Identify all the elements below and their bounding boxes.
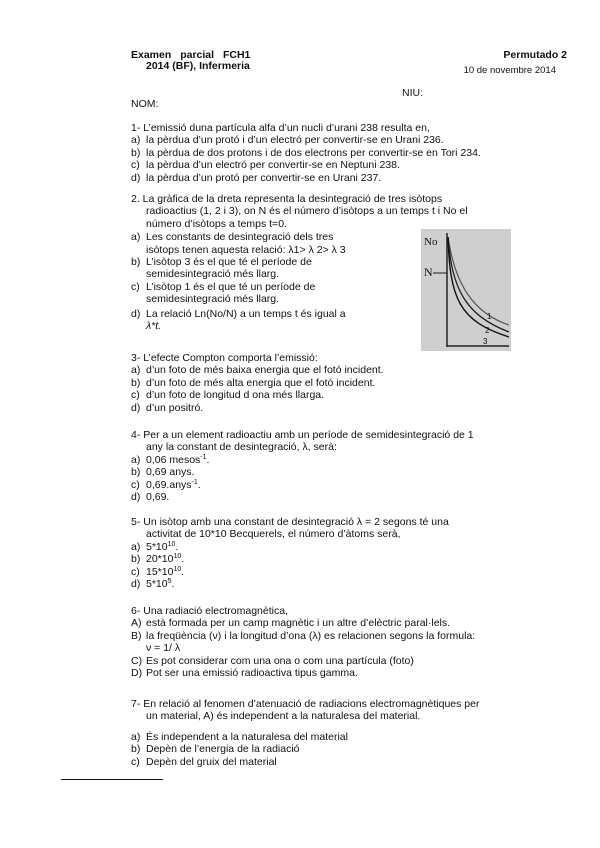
graph-label-n: N <box>424 265 433 279</box>
question-4-option-b <box>131 466 511 478</box>
option-letter: d) <box>131 307 141 320</box>
option-text: d’un foto de més alta energia que el fotó incident. <box>146 376 376 389</box>
option-text: 5*10 <box>146 578 168 591</box>
option-letter: a) <box>131 364 141 377</box>
question-6-option-a <box>131 617 511 629</box>
option-text-line-2: isòtops tenen aquesta relació: λ1> λ 2> λ 3 <box>146 243 346 256</box>
option-text: Depèn del gruix del material <box>146 755 277 768</box>
question-5-stem-line-2: activitat de 10*10 Becquerels, el número d’àtoms serà, <box>146 528 401 541</box>
option-sup: 5 <box>167 578 172 586</box>
question-6-option-b <box>131 630 511 642</box>
option-text: la freqüència (ν) i la longitud d’ona (λ) es relacionen segons la formula: <box>146 629 476 642</box>
option-sup: -1 <box>200 453 207 461</box>
exam-version: Permutado 2 <box>503 49 567 61</box>
graph-curve-label-1: 1 <box>487 312 492 321</box>
question-3 <box>131 352 511 414</box>
question-7-option-c <box>131 756 511 768</box>
option-tail: . <box>206 453 210 466</box>
option-letter: b) <box>131 466 141 479</box>
question-5-option-b <box>131 553 511 565</box>
question-1-stem: 1- L’emissió duna partícula alfa d’un nucli d’urani 238 resulta en, <box>131 122 430 134</box>
option-text: està formada per un camp magnètic i un altre d’elèctric paral·lels. <box>146 617 451 630</box>
option-letter: d) <box>131 401 141 414</box>
option-letter <box>131 642 146 654</box>
option-sup: 10 <box>173 553 182 561</box>
option-letter: c) <box>131 565 140 578</box>
question-4-option-c <box>131 479 511 491</box>
question-1-option-d <box>131 172 511 184</box>
question-5-stem-line-1: 5- Un isòtop amb una constant de desintegració λ = 2 segons té una <box>131 516 449 528</box>
question-2-option-d <box>131 308 401 333</box>
option-text: d’un positró. <box>146 401 204 414</box>
question-7 <box>131 698 511 768</box>
option-text: 5*10 <box>146 540 168 553</box>
option-letter: C) <box>131 654 143 667</box>
question-7-stem-line-2: un material, A) és independent a la naturalesa del material. <box>146 710 421 723</box>
question-5 <box>131 516 511 590</box>
option-text-line-1: Les constants de desintegració dels tres <box>146 231 334 244</box>
question-4-option-a <box>131 454 511 466</box>
option-letter: b) <box>131 376 141 389</box>
question-1-option-b <box>131 147 511 159</box>
question-2-option-a <box>131 231 401 256</box>
option-letter: d) <box>131 491 141 504</box>
option-text: ν = 1/ λ <box>146 642 181 655</box>
question-6-option-d <box>131 667 511 679</box>
option-text: És independent a la naturalesa del material <box>146 730 348 743</box>
decay-graph <box>421 229 511 351</box>
option-letter: c) <box>131 159 140 172</box>
option-text-line-2: λ*t. <box>146 320 162 333</box>
option-text: 15*10 <box>146 565 174 578</box>
graph-curve-label-2: 2 <box>485 326 490 335</box>
question-3-option-c <box>131 389 511 401</box>
option-letter: a) <box>131 231 141 244</box>
question-2-stem-line-1: 2. La gràfica de la dreta representa la desintegració de tres isòtops <box>131 193 443 205</box>
question-4-stem-line-2: any la constant de desintegració, λ, serà: <box>146 441 337 454</box>
option-tail: . <box>175 540 179 553</box>
option-tail: . <box>171 578 175 591</box>
option-text: 0,69 anys. <box>146 466 195 479</box>
footnote-separator <box>61 779 163 780</box>
option-text: 0,69. <box>146 491 170 504</box>
option-letter: c) <box>131 478 140 491</box>
exam-subtitle: 2014 (BF), Infermeria <box>146 60 250 72</box>
option-letter: D) <box>131 667 143 680</box>
option-text: Es pot considerar com una ona o com una partícula (foto) <box>146 654 414 667</box>
question-3-option-d <box>131 402 511 414</box>
option-text: Depèn de l’energia de la radiació <box>146 743 300 756</box>
option-text: la pèrdua d’un electró per convertir-se en Neptuni 238. <box>146 159 400 172</box>
question-2-option-b <box>131 256 401 281</box>
question-6-option-c <box>131 655 511 667</box>
option-text-line-2: semidesintegració més llarg. <box>146 268 280 281</box>
exam-title: Examen parcial FCH1 <box>131 49 251 61</box>
option-letter: d) <box>131 171 141 184</box>
option-text: Pot ser una emissió radioactiva tipus gamma. <box>146 667 358 680</box>
niu-label: NIU: <box>402 87 423 99</box>
option-letter: A) <box>131 617 142 630</box>
option-text: 0,06 mesos <box>146 453 201 466</box>
option-text: 20*10 <box>146 553 174 566</box>
option-tail: . <box>197 478 201 491</box>
graph-label-no: No <box>424 236 438 248</box>
option-letter: c) <box>131 755 140 768</box>
option-letter: b) <box>131 553 141 566</box>
option-text-line-2: semidesintegració més llarg. <box>146 293 280 306</box>
exam-date: 10 de novembre 2014 <box>463 65 556 76</box>
option-letter: b) <box>131 743 141 756</box>
option-letter: c) <box>131 389 140 402</box>
option-text: la pèrdua d’un protó per convertir-se en Urani 237. <box>146 171 382 184</box>
question-4-option-d <box>131 491 511 503</box>
question-7-option-b <box>131 743 511 755</box>
question-1 <box>131 122 511 184</box>
question-1-option-a <box>131 134 511 146</box>
option-letter: b) <box>131 256 141 269</box>
option-text-line-1: L’isòtop 1 és el que té un període de <box>146 280 316 293</box>
question-6 <box>131 605 511 679</box>
option-text: 0,69.anys <box>146 478 192 491</box>
option-letter: a) <box>131 134 141 147</box>
option-letter: d) <box>131 578 141 591</box>
option-letter: a) <box>131 453 141 466</box>
question-7-option-a <box>131 731 511 743</box>
question-6-formula <box>131 642 511 654</box>
question-3-stem: 3- L’efecte Compton comporta l’emissió: <box>131 352 318 364</box>
option-text-line-1: La relació Ln(No/N) a un temps t és igual a <box>146 307 346 320</box>
option-sup: -1 <box>191 478 198 486</box>
option-letter: b) <box>131 146 141 159</box>
option-letter: a) <box>131 540 141 553</box>
question-2-option-c <box>131 281 401 306</box>
option-letter: a) <box>131 730 141 743</box>
graph-curve-label-3: 3 <box>483 337 488 346</box>
question-4-stem-line-1: 4- Per a un element radioactiu amb un període de semidesintegració de 1 <box>131 429 474 441</box>
option-text-line-1: L’isòtop 3 és el que té el període de <box>146 256 312 269</box>
question-3-option-a <box>131 364 511 376</box>
option-text: d’un foto de més baixa energia que el fotó incident. <box>146 364 384 377</box>
option-sup: 10 <box>173 565 182 573</box>
question-4 <box>131 429 511 503</box>
option-text: la pèrdua d’un protó i d’un electró per convertir-se en Urani 236. <box>146 134 444 147</box>
nom-label: NOM: <box>131 98 159 110</box>
option-tail: . <box>181 553 185 566</box>
question-5-option-d <box>131 578 511 590</box>
question-2-stem-line-3: número d’isòtops a temps t=0. <box>146 217 287 230</box>
question-5-option-a <box>131 541 511 553</box>
question-7-stem-line-1: 7- En relació al fenomen d’atenuació de radiacions electromagnètiques per <box>131 698 480 710</box>
question-2-stem-line-2: radioactius (1, 2 i 3), on N és el número d’isòtops a un temps t i No el <box>146 205 468 218</box>
question-6-stem: 6- Una radiació electromagnètica, <box>131 605 288 617</box>
option-sup: 10 <box>167 540 176 548</box>
option-letter: B) <box>131 629 142 642</box>
question-1-option-c <box>131 159 511 171</box>
option-letter: c) <box>131 280 140 293</box>
question-3-option-b <box>131 377 511 389</box>
option-text: la pèrdua de dos protons i de dos electrons per convertir-se en Tori 234. <box>146 146 481 159</box>
option-tail: . <box>181 565 185 578</box>
question-5-option-c <box>131 566 511 578</box>
option-text: d’un foto de longitud d ona més llarga. <box>146 389 325 402</box>
